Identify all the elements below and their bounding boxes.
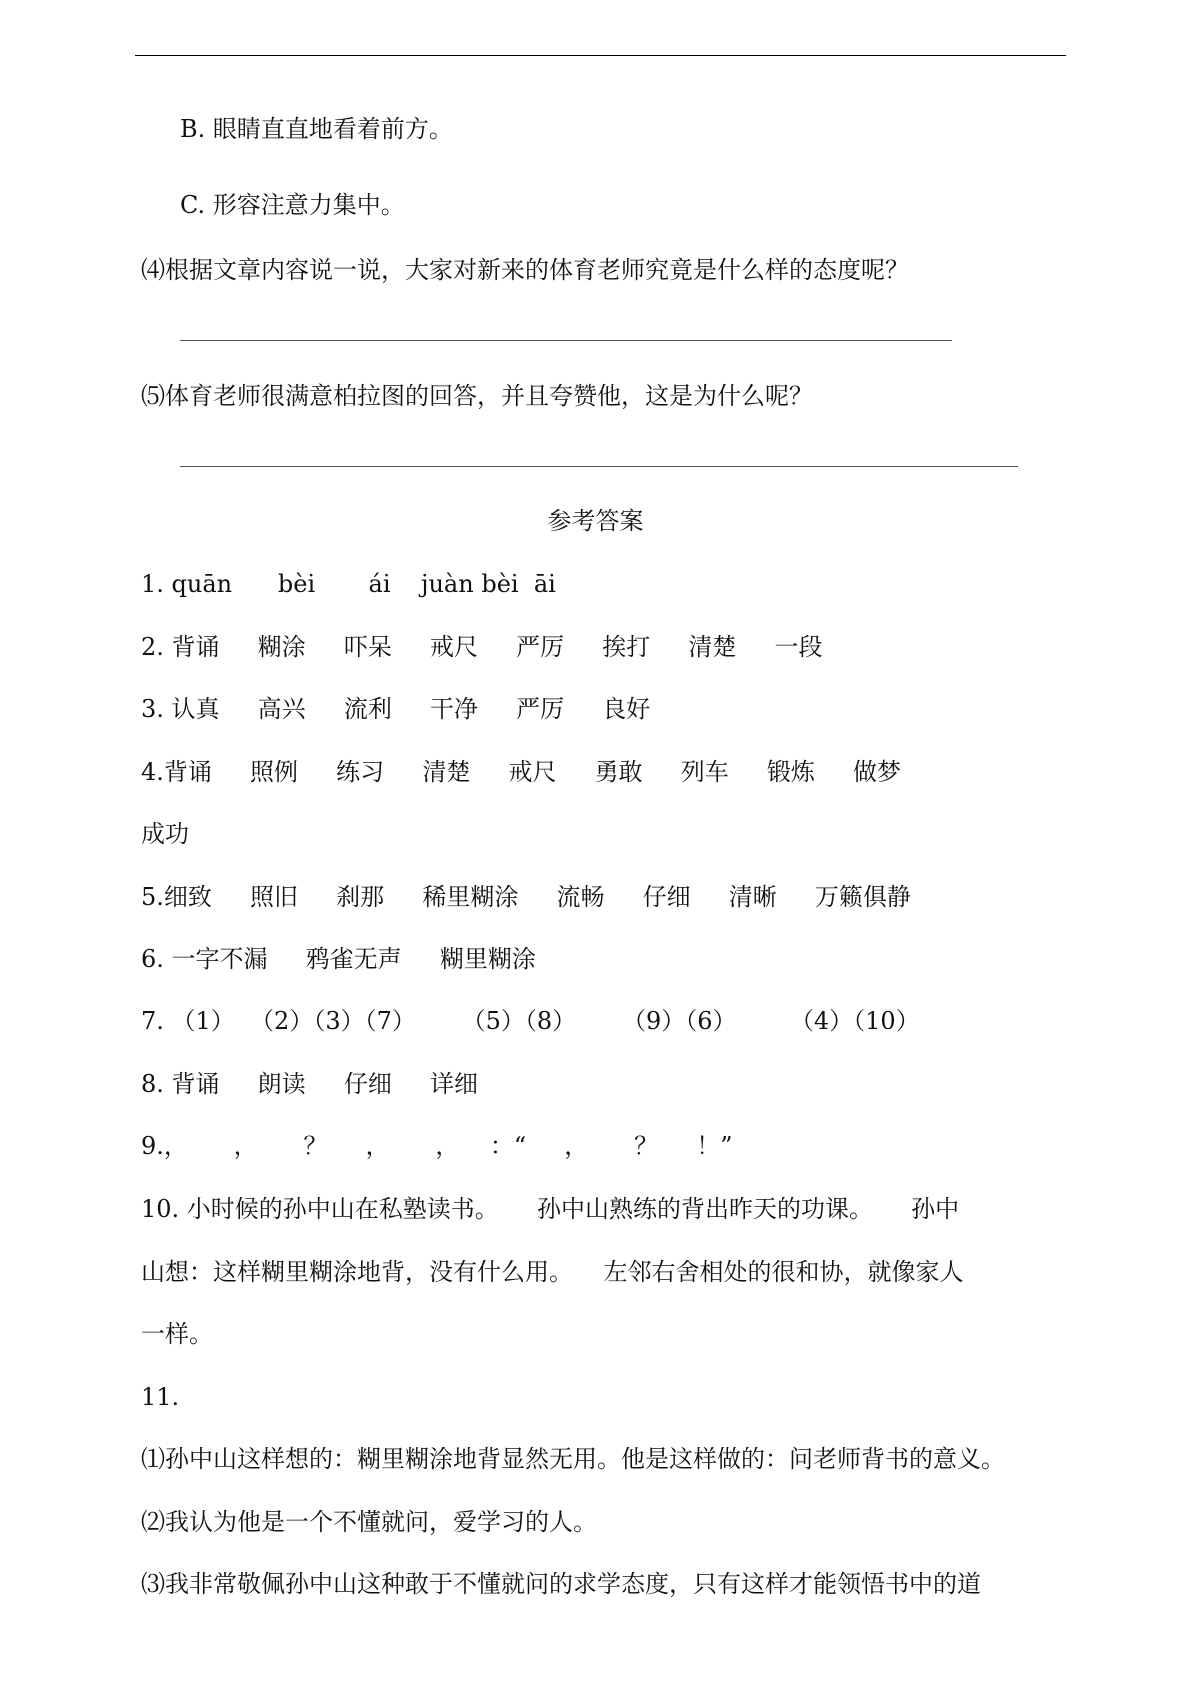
option-c: C. 形容注意力集中。 [180,191,405,219]
answer-11-part-1: ⑴孙中山这样想的：糊里糊涂地背显然无用。他是这样做的：问老师背书的意义。 [141,1445,1005,1473]
answer-8: 8. 背诵 朗读 仔细 详细 [141,1070,478,1098]
answer-7: 7. （1） （2）（3）（7） （5）（8） （9）（6） （4）（10） [141,1007,920,1035]
answer-heading: 参考答案 [547,507,644,535]
answer-line-5 [180,466,1018,467]
answer-5: 5.细致 照旧 刹那 稀里糊涂 流畅 仔细 清晰 万籁俱静 [141,883,911,911]
question-4: ⑷根据文章内容说一说，大家对新来的体育老师究竟是什么样的态度呢？ [141,256,909,284]
answer-11: 11. [141,1383,180,1411]
answer-3: 3. 认真 高兴 流利 干净 严厉 良好 [141,695,651,723]
answer-11-part-3: ⑶我非常敬佩孙中山这种敢于不懂就问的求学态度，只有这样才能领悟书中的道 [141,1570,981,1598]
answer-4-line-2: 成功 [141,820,189,848]
answer-1: 1. quān bèi ái juàn bèi āi [141,570,556,598]
answer-9: 9.， ， ？ ， ， ：“ ， ？ ！” [141,1132,733,1160]
answer-4-line-1: 4.背诵 照例 练习 清楚 戒尺 勇敢 列车 锻炼 做梦 [141,758,902,786]
answer-11-part-2: ⑵我认为他是一个不懂就问，爱学习的人。 [141,1508,597,1536]
option-b: B. 眼睛直直地看着前方。 [180,115,453,143]
answer-10-line-2: 山想：这样糊里糊涂地背，没有什么用。 左邻右舍相处的很和协，就像家人 [141,1258,964,1286]
answer-10-line-3: 一样。 [141,1320,213,1348]
answer-2: 2. 背诵 糊涂 吓呆 戒尺 严厉 挨打 清楚 一段 [141,633,823,661]
header-rule [135,55,1066,56]
answer-line-4 [180,340,952,341]
answer-6: 6. 一字不漏 鸦雀无声 糊里糊涂 [141,945,536,973]
question-5: ⑸体育老师很满意柏拉图的回答，并且夸赞他，这是为什么呢？ [141,382,813,410]
answer-10-line-1: 10. 小时候的孙中山在私塾读书。 孙中山熟练的背出昨天的功课。 孙中 [141,1195,960,1223]
